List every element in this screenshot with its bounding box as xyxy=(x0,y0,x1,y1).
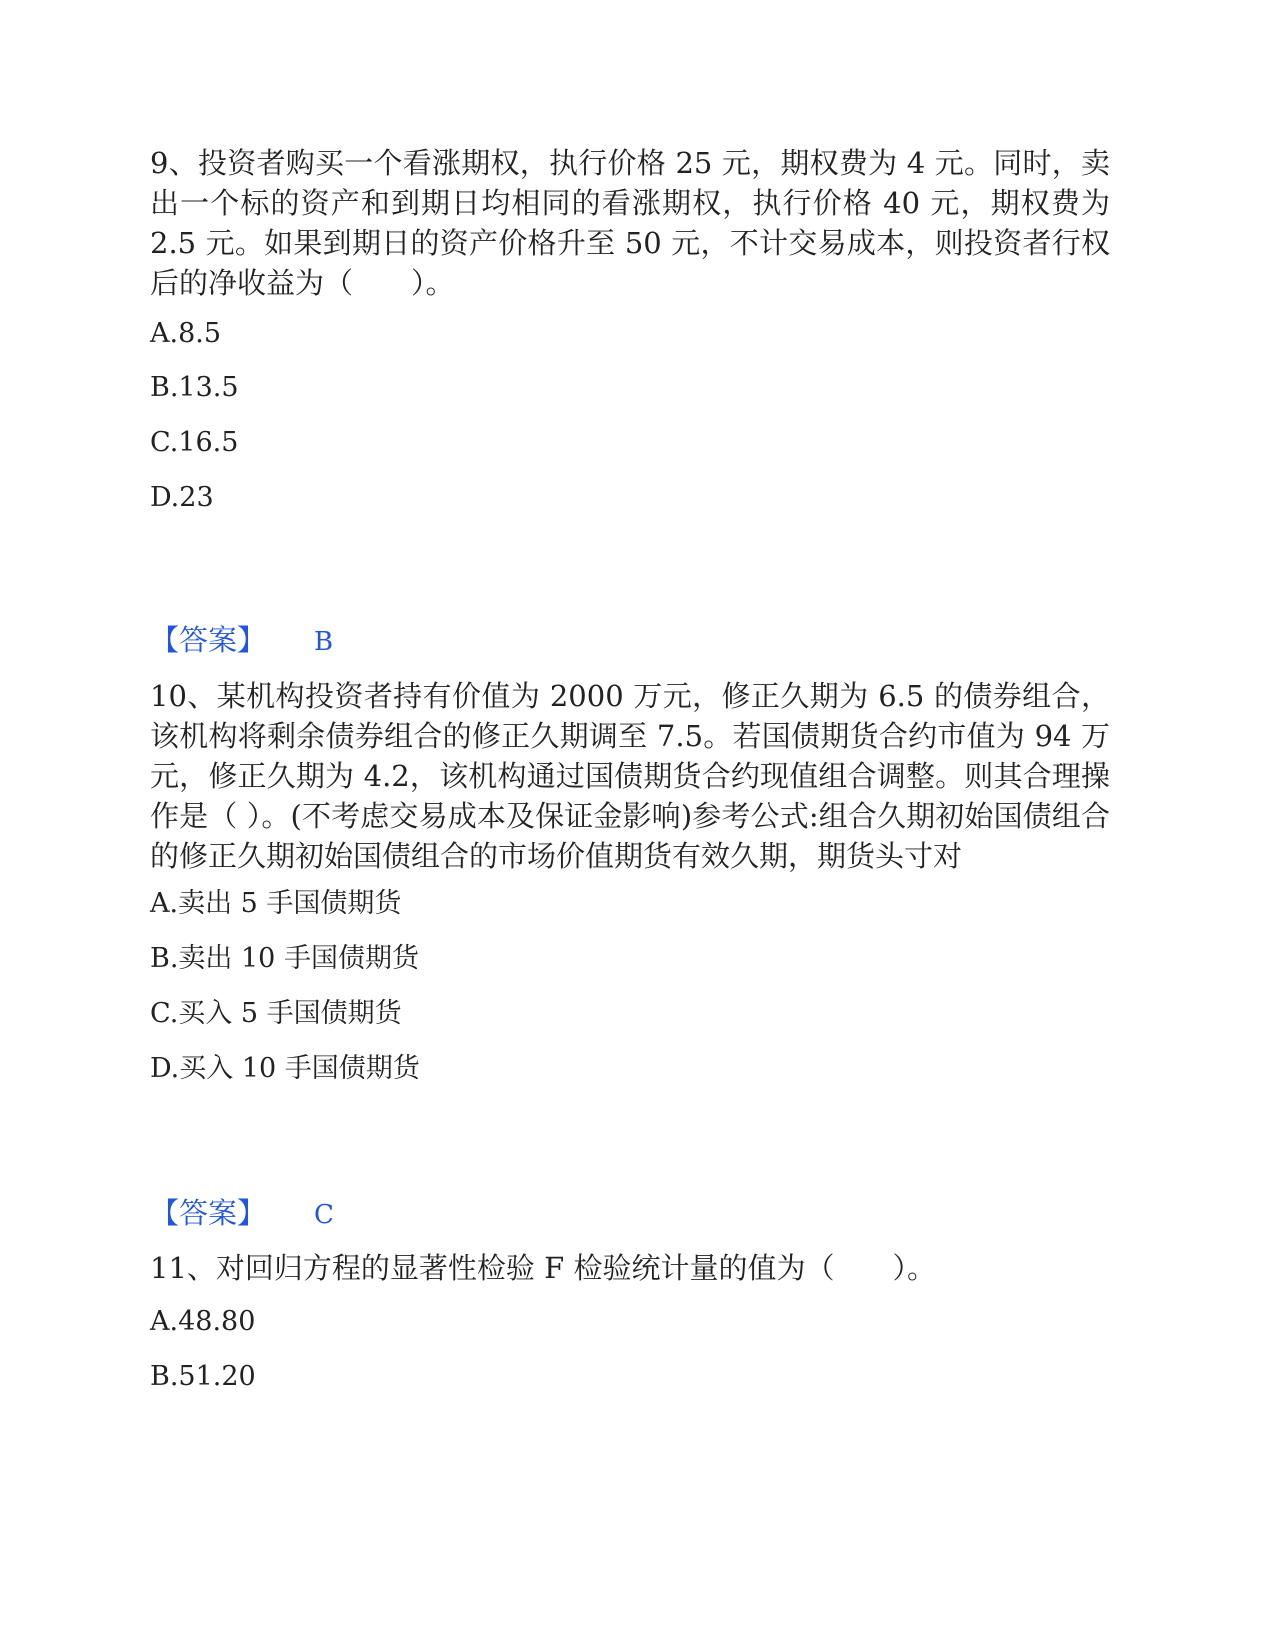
question-11-stem: 11、对回归方程的显著性检验 F 检验统计量的值为（ ）。 xyxy=(150,1251,936,1285)
answer-label: 【答案】 xyxy=(150,1196,267,1230)
question-9-stem: 9、投资者购买一个看涨期权，执行价格 25 元，期权费为 4 元。同时，卖出一个标的资产和到期日均相同的看涨期权，执行价格 40 元，期权费为 2.5 元。如果到期日的资产价格升至 50 元，不计交易成本，则投资者行权后的净收益为（ ）。 xyxy=(150,146,1110,300)
question-9-option-c: C.16.5 xyxy=(150,427,239,458)
question-10-option-a: A.卖出 5 手国债期货 xyxy=(150,888,402,919)
question-9-option-b: B.13.5 xyxy=(150,372,239,403)
question-11-option-a: A.48.80 xyxy=(150,1306,256,1337)
answer-label: 【答案】 xyxy=(150,623,267,657)
question-10-option-c: C.买入 5 手国债期货 xyxy=(150,998,402,1029)
answer-value: C xyxy=(314,1200,334,1230)
question-9-option-d: D.23 xyxy=(150,482,214,513)
question-9-answer xyxy=(150,620,333,662)
question-10-option-b: B.卖出 10 手国债期货 xyxy=(150,943,419,974)
question-9-option-a: A.8.5 xyxy=(150,318,222,349)
question-10-answer xyxy=(150,1193,334,1235)
question-10-stem: 10、某机构投资者持有价值为 2000 万元，修正久期为 6.5 的债券组合，该机构将剩余债券组合的修正久期调至 7.5。若国债期货合约市值为 94 万元，修正久期为 4.2，该机构通过国债期货合约现值组合调整。则其合理操作是（ ）。(不考虑交易成本及保证金影响)参考公式:组合久期初始国债组合的修正久期初始国债组合的市场价值期货有效久期，期货头寸对 xyxy=(150,679,1110,873)
question-10-option-d: D.买入 10 手国债期货 xyxy=(150,1053,420,1084)
answer-value: B xyxy=(314,627,334,657)
question-11-option-b: B.51.20 xyxy=(150,1361,256,1392)
